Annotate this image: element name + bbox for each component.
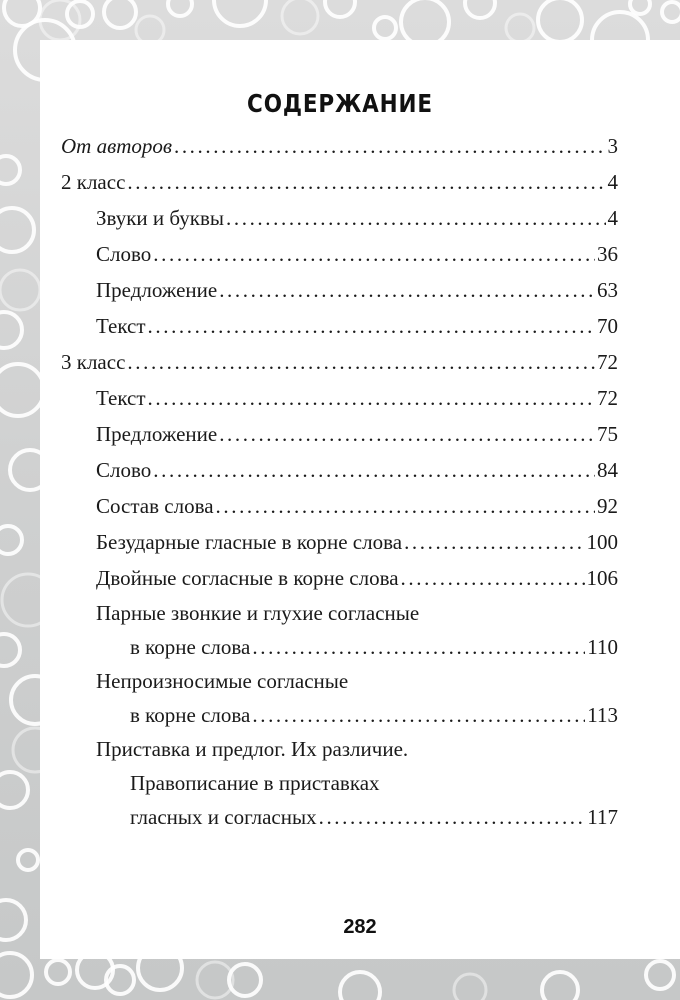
toc-entry-page: 4 xyxy=(607,206,618,230)
toc-entry-title: Правописание в приставках xyxy=(130,771,380,795)
toc-entry-title: 3 класс xyxy=(61,350,126,374)
toc-entry-page: 117 xyxy=(587,805,618,829)
toc-entry[interactable] xyxy=(61,524,618,560)
page-title: СОДЕРЖАНИЕ xyxy=(247,89,433,118)
toc-entry-line xyxy=(96,488,618,524)
toc-entry-title: Слово xyxy=(96,458,152,482)
toc-entry[interactable] xyxy=(61,272,618,308)
toc-entry-line xyxy=(96,416,618,452)
toc-entry[interactable] xyxy=(61,380,618,416)
toc-entry[interactable] xyxy=(61,236,618,272)
toc-entry-line xyxy=(130,630,618,664)
toc-entry-continuation[interactable] xyxy=(61,766,618,800)
toc-entry-page: 4 xyxy=(607,170,618,194)
dot-leader xyxy=(226,200,605,236)
toc-entry-page: 63 xyxy=(597,278,618,302)
dot-leader xyxy=(153,452,595,488)
toc-entry[interactable] xyxy=(61,488,618,524)
toc-entry[interactable] xyxy=(61,452,618,488)
toc-entry-line xyxy=(96,380,618,416)
toc-entry-title: Звуки и буквы xyxy=(96,206,225,230)
table-of-contents xyxy=(61,128,618,834)
dot-leader xyxy=(216,488,595,524)
toc-entry-title: Текст xyxy=(96,386,146,410)
toc-entry[interactable] xyxy=(61,664,618,698)
toc-entry-title: Парные звонкие и глухие согласные xyxy=(96,601,420,625)
toc-entry[interactable] xyxy=(61,596,618,630)
toc-entry-line xyxy=(130,800,618,834)
toc-entry-title: Двойные согласные в корне слова xyxy=(96,566,399,590)
toc-entry-title: Слово xyxy=(96,242,152,266)
toc-entry-title: Непроизносимые согласные xyxy=(96,669,349,693)
toc-entry-line xyxy=(96,308,618,344)
toc-entry-line xyxy=(96,524,618,560)
toc-entry-page: 110 xyxy=(587,635,618,659)
toc-entry-line xyxy=(96,596,618,630)
toc-entry-page: 100 xyxy=(586,530,618,554)
toc-entry-line xyxy=(96,560,618,596)
toc-entry-title: в корне слова xyxy=(130,635,251,659)
toc-entry-line xyxy=(96,236,618,272)
toc-entry-title: Текст xyxy=(96,314,146,338)
toc-entry-line xyxy=(130,698,618,732)
toc-entry[interactable] xyxy=(61,732,618,766)
toc-entry-line xyxy=(96,272,618,308)
toc-entry-page: 3 xyxy=(607,134,618,158)
toc-entry-line xyxy=(61,344,618,380)
dot-leader xyxy=(252,630,585,664)
toc-entry-page: 72 xyxy=(597,350,618,374)
toc-entry-page: 92 xyxy=(597,494,618,518)
toc-entry-title: 2 класс xyxy=(61,170,126,194)
dot-leader xyxy=(127,164,605,200)
toc-page xyxy=(40,40,680,959)
page-number: 282 xyxy=(343,916,377,938)
toc-entry-continuation[interactable] xyxy=(61,800,618,834)
toc-entry-page: 70 xyxy=(597,314,618,338)
dot-leader xyxy=(404,524,584,560)
toc-entry-title: гласных и согласных xyxy=(130,805,317,829)
toc-entry[interactable] xyxy=(61,128,618,164)
dot-leader xyxy=(148,380,595,416)
toc-entry[interactable] xyxy=(61,164,618,200)
dot-leader xyxy=(252,698,585,732)
toc-entry-page: 75 xyxy=(597,422,618,446)
toc-entry-line xyxy=(96,664,618,698)
toc-entry[interactable] xyxy=(61,200,618,236)
dot-leader xyxy=(401,560,585,596)
toc-entry-line xyxy=(61,128,618,164)
dot-leader xyxy=(153,236,595,272)
dot-leader xyxy=(219,416,595,452)
toc-entry-continuation[interactable] xyxy=(61,630,618,664)
toc-entry[interactable] xyxy=(61,416,618,452)
toc-entry-title: Состав слова xyxy=(96,494,214,518)
dot-leader xyxy=(148,308,595,344)
toc-entry[interactable] xyxy=(61,560,618,596)
toc-entry-page: 84 xyxy=(597,458,618,482)
toc-entry-line xyxy=(96,200,618,236)
toc-entry-line xyxy=(130,766,618,800)
toc-entry-line xyxy=(61,164,618,200)
toc-entry[interactable] xyxy=(61,344,618,380)
dot-leader xyxy=(319,800,586,834)
dot-leader xyxy=(127,344,595,380)
toc-entry-page: 106 xyxy=(586,566,618,590)
toc-entry-page: 113 xyxy=(587,703,618,727)
dot-leader xyxy=(219,272,595,308)
toc-entry-page: 72 xyxy=(597,386,618,410)
toc-entry-line xyxy=(96,732,618,766)
dot-leader xyxy=(174,128,606,164)
toc-entry-continuation[interactable] xyxy=(61,698,618,732)
toc-entry-title: От авторов xyxy=(61,134,172,158)
toc-entry-title: Предложение xyxy=(96,278,218,302)
toc-entry-title: Безударные гласные в корне слова xyxy=(96,530,403,554)
toc-entry-title: в корне слова xyxy=(130,703,251,727)
toc-entry-title: Предложение xyxy=(96,422,218,446)
toc-entry-page: 36 xyxy=(597,242,618,266)
toc-entry-title: Приставка и предлог. Их различие. xyxy=(96,737,409,761)
toc-entry-line xyxy=(96,452,618,488)
toc-entry[interactable] xyxy=(61,308,618,344)
